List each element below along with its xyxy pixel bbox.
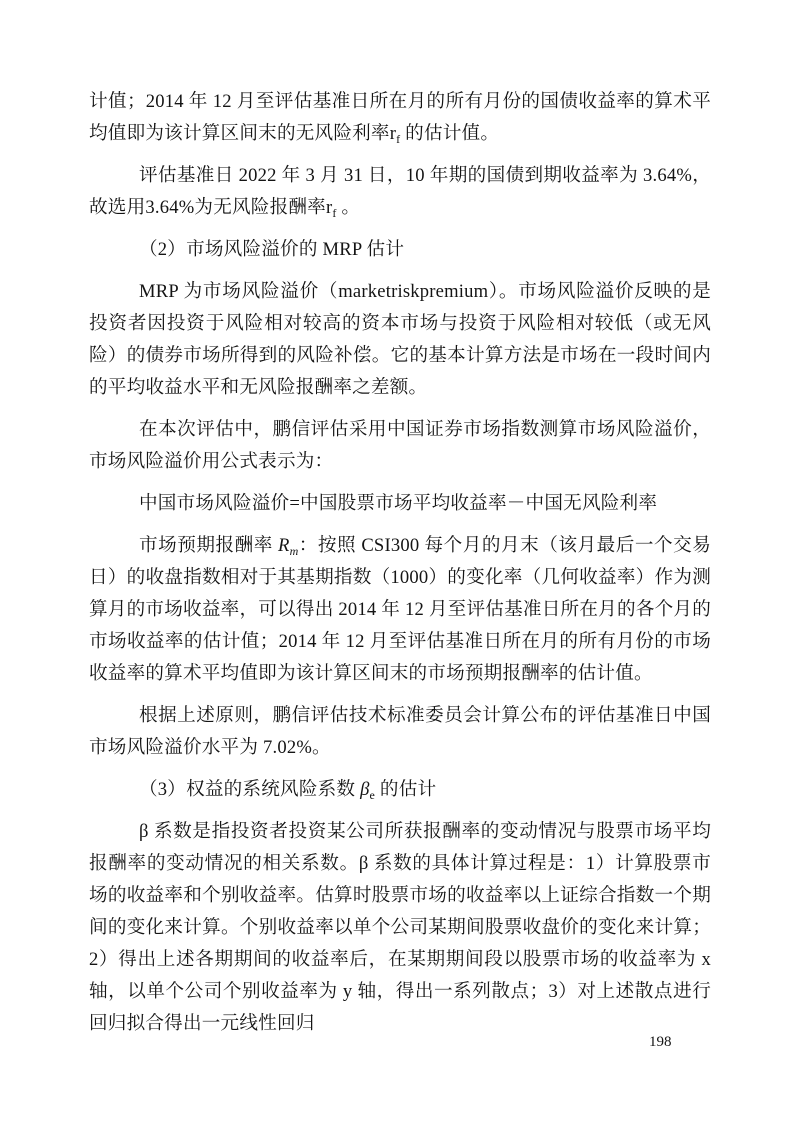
paragraph-text: 的估计值。 [400,123,500,144]
formula-market-risk-premium: 中国市场风险溢价=中国股票市场平均收益率－中国无风险利率 [139,493,658,514]
subscript-f: f [332,206,337,220]
paragraph-mrp-definition: MRP 为市场风险溢价（marketriskpremium）。市场风险溢价反映的是投资者因投资于风险相对较高的资本市场与投资于风险相对较低（或无风险）的债券市场所得到的风险补偿。它的基本计算方法是市场在一段时间内的平均收益水平和无风险报酬率之差额。 [89,281,711,398]
paragraph-text: 市场预期报酬率 [139,535,279,556]
heading-text: 的估计 [375,779,437,800]
document-body [89,86,711,1040]
heading-text: （3）权益的系统风险系数 [139,779,361,800]
variable-beta: β [360,779,370,800]
paragraph-text: 。 [336,197,361,218]
heading-beta-estimate [89,774,711,806]
subscript-e: e [369,788,376,802]
paragraph-text: 评估基准日 2022 年 3 月 31 日，10 年期的国债到期收益率为 3.64%，故选用3.64%为无风险报酬率r [89,165,711,218]
heading-mrp-estimate: （2）市场风险溢价的 MRP 估计 [139,239,405,260]
paragraph-valuation-date [89,160,711,224]
paragraph-riskfree-rate-continuation [89,86,711,150]
paragraph-expected-market-return [89,530,711,690]
page-number: 198 [649,1034,672,1050]
paragraph-formula-intro: 在本次评估中，鹏信评估采用中国证券市场指数测算市场风险溢价，市场风险溢价用公式表示为： [89,419,711,472]
paragraph-text: 计值；2014 年 12 月至评估基准日所在月的所有月份的国债收益率的算术平均值即为该计算区间末的无风险利率r [89,91,711,144]
paragraph-beta-calculation: β 系数是指投资者投资某公司所获报酬率的变动情况与股票市场平均报酬率的变动情况的相关系数。β 系数的具体计算过程是：1）计算股票市场的收益率和个别收益率。估算时股票市场的收益率以上证综合指数一个期间的变化来计算。个别收益率以单个公司某期间股票收盘价的变化来计算；2）得出上述各期期间的收益率后，在某期期间段以股票市场的收益率为 x 轴，以单个公司个别收益率为 y 轴，得出一系列散点；3）对上述散点进行回归拟合得出一元线性回归 [89,821,711,1034]
subscript-f: f [396,132,401,146]
variable-R: R [278,535,290,556]
subscript-m: m [289,544,299,558]
paragraph-text: ：按照 CSI300 每个月的月末（该月最后一个交易日）的收盘指数相对于其基期指数（1000）的变化率（几何收益率）作为测算月的市场收益率，可以得出 2014 年 12 月至评估基准日所在月的各个月的市场收益率的估计值；2014 年 12 月至评估基准日所在月的所有月份的市场收益率的算术平均值即为该计算区间末的市场预期报酬率的估计值。 [89,535,712,684]
paragraph-mrp-result: 根据上述原则，鹏信评估技术标准委员会计算公布的评估基准日中国市场风险溢价水平为 7.02%。 [89,705,711,758]
